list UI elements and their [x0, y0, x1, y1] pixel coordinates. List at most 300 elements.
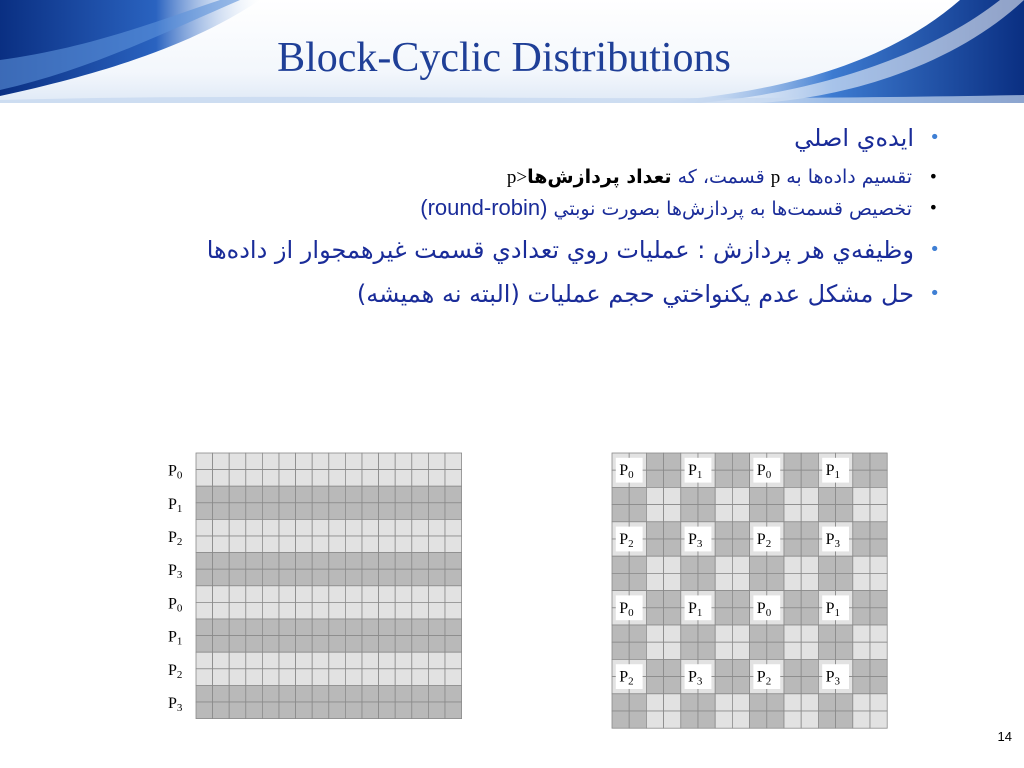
grid-cell	[715, 470, 732, 487]
grid-cell	[329, 702, 346, 719]
grid-cell	[784, 642, 801, 659]
bullet-text: ايده‌ي اصلي	[794, 124, 914, 152]
grid-cell	[262, 536, 279, 553]
grid-cell	[445, 685, 462, 702]
grid-cell	[395, 519, 412, 536]
grid-cell	[801, 625, 818, 642]
grid-cell	[836, 556, 853, 573]
grid-cell	[345, 486, 362, 503]
grid-cell	[329, 636, 346, 653]
grid-cell	[395, 453, 412, 470]
grid-cell	[681, 487, 698, 504]
grid-cell	[646, 505, 663, 522]
grid-cell	[445, 586, 462, 603]
grid-cell	[246, 486, 263, 503]
grid-cell	[784, 470, 801, 487]
grid-cell	[870, 711, 887, 728]
grid-cell	[296, 652, 313, 669]
grid-cell	[246, 519, 263, 536]
sub-bullet-roundrobin	[80, 193, 938, 224]
grid-cell	[646, 711, 663, 728]
grid-cell	[412, 586, 429, 603]
grid-cell	[698, 505, 715, 522]
grid-cell	[296, 619, 313, 636]
grid-cell	[750, 487, 767, 504]
grid-cell	[646, 573, 663, 590]
grid-cell	[698, 642, 715, 659]
grid-cell	[379, 553, 396, 570]
grid-cell	[664, 677, 681, 694]
grid-cell	[246, 619, 263, 636]
grid-cell	[279, 636, 296, 653]
grid-cell	[345, 586, 362, 603]
grid-cell	[681, 556, 698, 573]
grid-cell	[213, 586, 230, 603]
grid-cell	[362, 669, 379, 686]
grid-cell	[732, 677, 749, 694]
grid-cell	[329, 652, 346, 669]
grid-cell	[853, 522, 870, 539]
grid-cell	[870, 470, 887, 487]
grid-cell	[715, 711, 732, 728]
grid-cell	[818, 505, 835, 522]
grid-cell	[784, 608, 801, 625]
grid-cell	[196, 486, 213, 503]
grid-cell	[445, 503, 462, 520]
grid-cell	[213, 553, 230, 570]
grid-cell	[612, 711, 629, 728]
grid-cell	[329, 503, 346, 520]
grid-cell	[279, 652, 296, 669]
grid-cell	[345, 569, 362, 586]
grid-cell	[196, 602, 213, 619]
grid-cell	[784, 505, 801, 522]
grid-cell	[312, 586, 329, 603]
grid-cell	[379, 602, 396, 619]
grid-cell	[196, 685, 213, 702]
grid-cell	[853, 573, 870, 590]
grid-cell	[715, 591, 732, 608]
grid-cell	[612, 487, 629, 504]
grid-cell	[784, 659, 801, 676]
grid-cell	[395, 470, 412, 487]
grid-cell	[664, 539, 681, 556]
grid-cell	[836, 694, 853, 711]
grid-cell	[329, 486, 346, 503]
grid-cell	[646, 487, 663, 504]
grid-cell	[229, 685, 246, 702]
grid-cell	[646, 642, 663, 659]
grid-cell	[784, 556, 801, 573]
grid-cell	[750, 625, 767, 642]
grid-cell	[715, 556, 732, 573]
grid-cell	[379, 569, 396, 586]
grid-cell	[345, 652, 362, 669]
grid-cell	[296, 669, 313, 686]
grid-cell	[412, 486, 429, 503]
grid-cell	[229, 602, 246, 619]
round-robin-term: (round-robin)	[420, 195, 548, 220]
grid-cell	[379, 503, 396, 520]
grid-cell	[229, 586, 246, 603]
grid-cell	[196, 536, 213, 553]
grid-cell	[853, 591, 870, 608]
page-number: 14	[997, 729, 1012, 744]
grid-cell	[279, 619, 296, 636]
grid-cell	[329, 470, 346, 487]
grid-cell	[732, 694, 749, 711]
grid-cell	[395, 503, 412, 520]
grid-cell	[279, 519, 296, 536]
grid-cell	[801, 591, 818, 608]
grid-cell	[801, 659, 818, 676]
grid-cell	[428, 553, 445, 570]
bullet-dot-icon: •	[928, 198, 938, 217]
grid-cell	[329, 602, 346, 619]
grid-cell	[732, 522, 749, 539]
grid-cell	[836, 573, 853, 590]
grid-cell	[229, 553, 246, 570]
grid-cell	[732, 470, 749, 487]
grid-cell	[681, 711, 698, 728]
grid-cell	[784, 694, 801, 711]
grid-cell	[362, 685, 379, 702]
grid-cell	[445, 652, 462, 669]
grid-cell	[379, 453, 396, 470]
grid-cell	[784, 711, 801, 728]
grid-cell	[445, 553, 462, 570]
grid-cell	[345, 702, 362, 719]
block-processor-label: P0	[619, 462, 634, 482]
grid-cell	[345, 536, 362, 553]
grid-cell	[428, 569, 445, 586]
grid-cell	[246, 569, 263, 586]
grid-cell	[262, 470, 279, 487]
grid-cell	[246, 586, 263, 603]
grid-cell	[329, 453, 346, 470]
grid-cell	[732, 608, 749, 625]
grid-cell	[732, 539, 749, 556]
grid-cell	[312, 636, 329, 653]
grid-cell	[296, 519, 313, 536]
grid-cell	[715, 539, 732, 556]
grid-cell	[362, 519, 379, 536]
grid-cell	[732, 556, 749, 573]
grid-cell	[229, 569, 246, 586]
grid-cell	[279, 669, 296, 686]
grid-cell	[279, 569, 296, 586]
grid-cell	[246, 702, 263, 719]
grid-cell	[329, 619, 346, 636]
block-processor-label: P2	[756, 531, 772, 550]
bullet-dot-icon: •	[929, 239, 940, 260]
grid-cell	[395, 602, 412, 619]
grid-cell	[428, 636, 445, 653]
grid-cell	[428, 602, 445, 619]
grid-cell	[853, 694, 870, 711]
2d-block-cyclic-grid	[612, 453, 887, 728]
grid-cell	[818, 556, 835, 573]
grid-cell	[362, 652, 379, 669]
grid-cell	[329, 519, 346, 536]
grid-cell	[750, 642, 767, 659]
grid-cell	[362, 586, 379, 603]
grid-cell	[213, 669, 230, 686]
grid-cell	[818, 625, 835, 642]
row-processor-label: P3	[168, 562, 183, 582]
grid-cell	[329, 553, 346, 570]
grid-cell	[246, 470, 263, 487]
grid-cell	[196, 702, 213, 719]
grid-cell	[279, 470, 296, 487]
grid-cell	[445, 486, 462, 503]
block-processor-label: P3	[825, 668, 841, 688]
grid-cell	[312, 602, 329, 619]
grid-cell	[801, 642, 818, 659]
grid-cell	[664, 608, 681, 625]
grid-cell	[428, 586, 445, 603]
grid-cell	[262, 453, 279, 470]
grid-cell	[246, 636, 263, 653]
grid-cell	[646, 694, 663, 711]
grid-cell	[312, 685, 329, 702]
grid-cell	[715, 642, 732, 659]
grid-cell	[853, 556, 870, 573]
grid-cell	[664, 591, 681, 608]
grid-cell	[681, 505, 698, 522]
grid-cell	[196, 553, 213, 570]
grid-cell	[767, 573, 784, 590]
grid-cell	[853, 470, 870, 487]
grid-cell	[312, 553, 329, 570]
grid-cell	[612, 556, 629, 573]
grid-cell	[229, 453, 246, 470]
block-processor-label: P2	[619, 668, 634, 688]
block-processor-label: P1	[825, 462, 841, 482]
grid-cell	[664, 453, 681, 470]
block-processor-label: P0	[756, 599, 772, 619]
grid-cell	[750, 711, 767, 728]
grid-cell	[681, 573, 698, 590]
grid-cell	[870, 573, 887, 590]
grid-cell	[412, 536, 429, 553]
grid-cell	[362, 503, 379, 520]
grid-cell	[329, 669, 346, 686]
grid-cell	[629, 487, 646, 504]
grid-cell	[681, 694, 698, 711]
grid-cell	[196, 569, 213, 586]
grid-cell	[213, 519, 230, 536]
grid-cell	[296, 602, 313, 619]
grid-cell	[818, 642, 835, 659]
grid-cell	[428, 536, 445, 553]
sub-bullet-text: قسمت، كه	[677, 166, 765, 188]
grid-cell	[784, 539, 801, 556]
grid-cell	[750, 505, 767, 522]
grid-cell	[379, 652, 396, 669]
grid-cell	[213, 602, 230, 619]
grid-cell	[750, 694, 767, 711]
row-processor-label: P1	[168, 495, 183, 515]
grid-cell	[229, 519, 246, 536]
grid-cell	[853, 642, 870, 659]
grid-cell	[312, 470, 329, 487]
grid-cell	[715, 573, 732, 590]
bullet-main-idea	[80, 118, 940, 158]
bullet-text: وظيفه‌ي هر پردازش : عمليات روي تعدادي قسمت غيرهمجوار از داده‌ها	[206, 236, 914, 264]
grid-cell	[379, 619, 396, 636]
grid-cell	[262, 519, 279, 536]
grid-cell	[698, 556, 715, 573]
grid-cell	[784, 453, 801, 470]
grid-cell	[379, 536, 396, 553]
grid-cell	[312, 453, 329, 470]
grid-cell	[213, 536, 230, 553]
grid-cell	[853, 487, 870, 504]
grid-cell	[767, 625, 784, 642]
grid-cell	[445, 519, 462, 536]
bullet-text: حل مشكل عدم يكنواختي حجم عمليات (البته نه هميشه)	[356, 280, 914, 308]
grid-cell	[801, 556, 818, 573]
grid-cell	[801, 573, 818, 590]
block-processor-label: P0	[756, 462, 772, 482]
grid-cell	[428, 519, 445, 536]
grid-cell	[345, 602, 362, 619]
grid-cell	[262, 636, 279, 653]
grid-cell	[428, 470, 445, 487]
grid-cell	[229, 652, 246, 669]
grid-cell	[296, 553, 313, 570]
grid-cell	[784, 522, 801, 539]
grid-cell	[395, 669, 412, 686]
grid-cell	[853, 711, 870, 728]
grid-cell	[612, 573, 629, 590]
grid-cell	[296, 702, 313, 719]
grid-cell	[312, 652, 329, 669]
grid-cell	[296, 453, 313, 470]
grid-cell	[664, 694, 681, 711]
grid-cell	[870, 487, 887, 504]
grid-cell	[279, 586, 296, 603]
grid-cell	[312, 619, 329, 636]
grid-cell	[312, 536, 329, 553]
grid-cell	[196, 470, 213, 487]
grid-cell	[428, 685, 445, 702]
grid-cell	[801, 539, 818, 556]
grid-cell	[801, 677, 818, 694]
grid-cell	[445, 536, 462, 553]
grid-cell	[296, 685, 313, 702]
sub-bullet-bold-text: تعداد پردازش‌ها	[527, 166, 672, 188]
grid-cell	[629, 625, 646, 642]
grid-cell	[698, 711, 715, 728]
block-processor-label: P2	[619, 531, 634, 550]
grid-cell	[279, 453, 296, 470]
grid-cell	[412, 702, 429, 719]
block-processor-label: P3	[825, 531, 841, 550]
grid-cell	[262, 602, 279, 619]
grid-cell	[715, 487, 732, 504]
grid-cell	[715, 625, 732, 642]
grid-cell	[750, 573, 767, 590]
distribution-diagrams	[160, 448, 900, 748]
grid-cell	[784, 625, 801, 642]
row-processor-label: P0	[168, 462, 183, 482]
grid-cell	[732, 453, 749, 470]
variable-p-gt: p>	[506, 167, 528, 188]
row-processor-label: P1	[168, 628, 183, 648]
grid-cell	[784, 573, 801, 590]
grid-cell	[629, 505, 646, 522]
grid-cell	[732, 659, 749, 676]
grid-cell	[312, 519, 329, 536]
grid-cell	[428, 652, 445, 669]
grid-cell	[345, 669, 362, 686]
grid-cell	[853, 677, 870, 694]
bullet-dot-icon: •	[929, 283, 940, 304]
grid-cell	[715, 522, 732, 539]
grid-cell	[715, 505, 732, 522]
grid-cell	[395, 636, 412, 653]
grid-cell	[870, 522, 887, 539]
grid-cell	[646, 591, 663, 608]
block-processor-label: P1	[688, 462, 703, 482]
grid-cell	[262, 702, 279, 719]
grid-cell	[213, 453, 230, 470]
grid-cell	[312, 569, 329, 586]
grid-cell	[262, 685, 279, 702]
grid-cell	[870, 556, 887, 573]
block-processor-label: P1	[688, 599, 703, 619]
row-block-cyclic-grid	[168, 453, 462, 719]
grid-cell	[801, 711, 818, 728]
row-processor-label: P2	[168, 661, 183, 681]
grid-cell	[246, 685, 263, 702]
grid-cell	[664, 625, 681, 642]
grid-cell	[767, 505, 784, 522]
grid-cell	[345, 519, 362, 536]
row-processor-label: P0	[168, 595, 183, 615]
grid-cell	[279, 536, 296, 553]
grid-cell	[428, 619, 445, 636]
grid-cell	[836, 505, 853, 522]
grid-cell	[362, 602, 379, 619]
grid-cell	[345, 503, 362, 520]
grid-cell	[428, 453, 445, 470]
grid-cell	[412, 652, 429, 669]
grid-cell	[229, 619, 246, 636]
grid-cell	[412, 453, 429, 470]
grid-cell	[229, 669, 246, 686]
grid-cell	[229, 486, 246, 503]
grid-cell	[196, 519, 213, 536]
bullet-list	[80, 118, 940, 318]
grid-cell	[262, 569, 279, 586]
grid-cell	[296, 486, 313, 503]
grid-cell	[698, 694, 715, 711]
grid-cell	[329, 536, 346, 553]
grid-cell	[767, 711, 784, 728]
grid-cell	[196, 636, 213, 653]
grid-cell	[329, 586, 346, 603]
grid-cell	[412, 519, 429, 536]
grid-cell	[246, 652, 263, 669]
grid-cell	[362, 536, 379, 553]
grid-cell	[395, 486, 412, 503]
grid-cell	[767, 642, 784, 659]
grid-cell	[362, 636, 379, 653]
block-processor-label: P3	[688, 531, 703, 550]
